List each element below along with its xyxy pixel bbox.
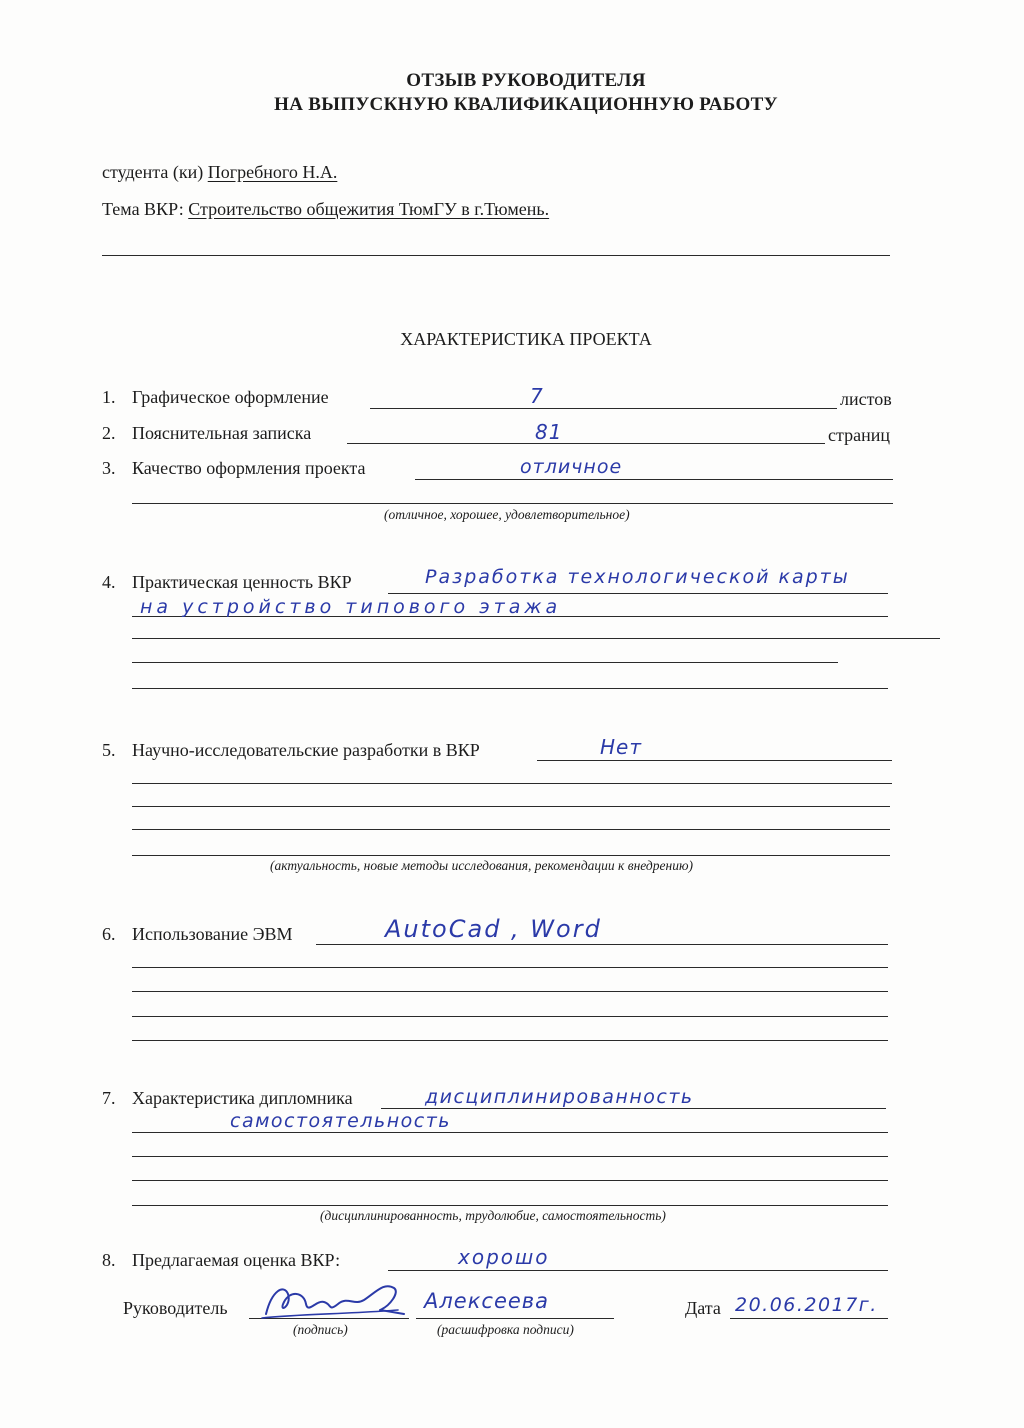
- item-7-line-5: [132, 1205, 888, 1206]
- item-4-value-1: Разработка технологической карты: [425, 566, 850, 588]
- item-8-number: 8.: [102, 1250, 116, 1270]
- item-7-label: Характеристика дипломника: [132, 1088, 353, 1108]
- item-8-label: Предлагаемая оценка ВКР:: [132, 1250, 341, 1270]
- supervisor-name: Алексеева: [424, 1289, 550, 1313]
- item-6-number: 6.: [102, 924, 116, 944]
- item-4-value-2: на устройство типового этажа: [140, 596, 562, 618]
- item-5-line-2: [132, 783, 892, 784]
- date-label: Дата: [685, 1298, 721, 1318]
- student-row: [102, 162, 337, 183]
- item-6-line-2: [132, 967, 888, 968]
- item-5-line-4: [132, 829, 890, 830]
- item-1-value: 7: [530, 384, 544, 408]
- item-6-line-5: [132, 1040, 888, 1041]
- item-5-number: 5.: [102, 740, 116, 760]
- item-2-unit: страниц: [828, 425, 890, 445]
- item-7-line-4: [132, 1180, 888, 1181]
- signature-underline: [262, 1310, 398, 1318]
- item-4-line-1: [388, 593, 888, 594]
- title-line-2: НА ВЫПУСКНУЮ КВАЛИФИКАЦИОННУЮ РАБОТУ: [274, 94, 778, 115]
- item-4-line-3: [132, 638, 940, 639]
- item-3-hint: (отличное, хорошее, удовлетворительное): [384, 507, 630, 522]
- date-value: 20.06.2017г.: [735, 1294, 878, 1316]
- item-7-hint: (дисциплинированность, трудолюбие, самостоятельность): [320, 1208, 666, 1223]
- item-7-number: 7.: [102, 1088, 116, 1108]
- item-3-line-2: [132, 503, 893, 504]
- student-name: Погребного Н.А.: [207, 162, 338, 182]
- item-5-label: Научно-исследовательские разработки в ВКР: [132, 740, 480, 760]
- item-3-number: 3.: [102, 458, 116, 478]
- signature-stroke: [266, 1286, 404, 1314]
- item-7-line-2: [132, 1132, 888, 1133]
- signature-mark: [258, 1280, 408, 1325]
- item-1-line: [370, 408, 837, 409]
- item-1-label: Графическое оформление: [132, 387, 329, 407]
- topic-extra-line: [102, 255, 890, 256]
- item-5-line-3: [132, 806, 890, 807]
- item-7-value-1: дисциплинированность: [425, 1086, 694, 1108]
- item-4-label: Практическая ценность ВКР: [132, 572, 352, 592]
- topic-value: Строительство общежития ТюмГУ в г.Тюмень.: [188, 199, 550, 219]
- item-4-number: 4.: [102, 572, 116, 592]
- item-3-value: отличное: [520, 456, 623, 478]
- item-1-number: 1.: [102, 387, 116, 407]
- item-7-line-3: [132, 1156, 888, 1157]
- item-4-line-5: [132, 688, 888, 689]
- item-6-line-1: [316, 944, 888, 945]
- item-6-value: AutoCad , Word: [385, 915, 602, 943]
- item-3-line-1: [415, 479, 893, 480]
- name-hint: (расшифровка подписи): [437, 1322, 574, 1337]
- item-7-line-1: [381, 1108, 886, 1109]
- item-1-unit: листов: [840, 389, 892, 409]
- item-3-label: Качество оформления проекта: [132, 458, 366, 478]
- item-5-value: Нет: [600, 735, 642, 759]
- title-line-1: ОТЗЫВ РУКОВОДИТЕЛЯ: [406, 70, 646, 91]
- item-5-line-1: [537, 760, 892, 761]
- item-5-hint: (актуальность, новые методы исследования, рекомендации к внедрению): [270, 858, 693, 873]
- item-6-label: Использование ЭВМ: [132, 924, 293, 944]
- item-5-line-5: [132, 855, 890, 856]
- topic-row: [102, 199, 549, 220]
- topic-label: Тема ВКР:: [102, 199, 184, 219]
- item-2-label: Пояснительная записка: [132, 423, 312, 443]
- item-4-line-4: [132, 662, 838, 663]
- item-2-line: [347, 443, 825, 444]
- section-title: ХАРАКТЕРИСТИКА ПРОЕКТА: [400, 329, 652, 349]
- student-label: студента (ки): [102, 162, 204, 182]
- item-8-value: хорошо: [458, 1245, 550, 1269]
- supervisor-label: Руководитель: [123, 1298, 228, 1318]
- date-line: [730, 1318, 888, 1319]
- item-2-number: 2.: [102, 423, 116, 443]
- name-line: [416, 1318, 614, 1319]
- item-2-value: 81: [535, 420, 563, 444]
- item-7-value-2: самостоятельность: [230, 1110, 451, 1132]
- item-6-line-3: [132, 991, 888, 992]
- item-6-line-4: [132, 1016, 888, 1017]
- item-8-line: [388, 1270, 888, 1271]
- signature-hint: (подпись): [293, 1322, 348, 1337]
